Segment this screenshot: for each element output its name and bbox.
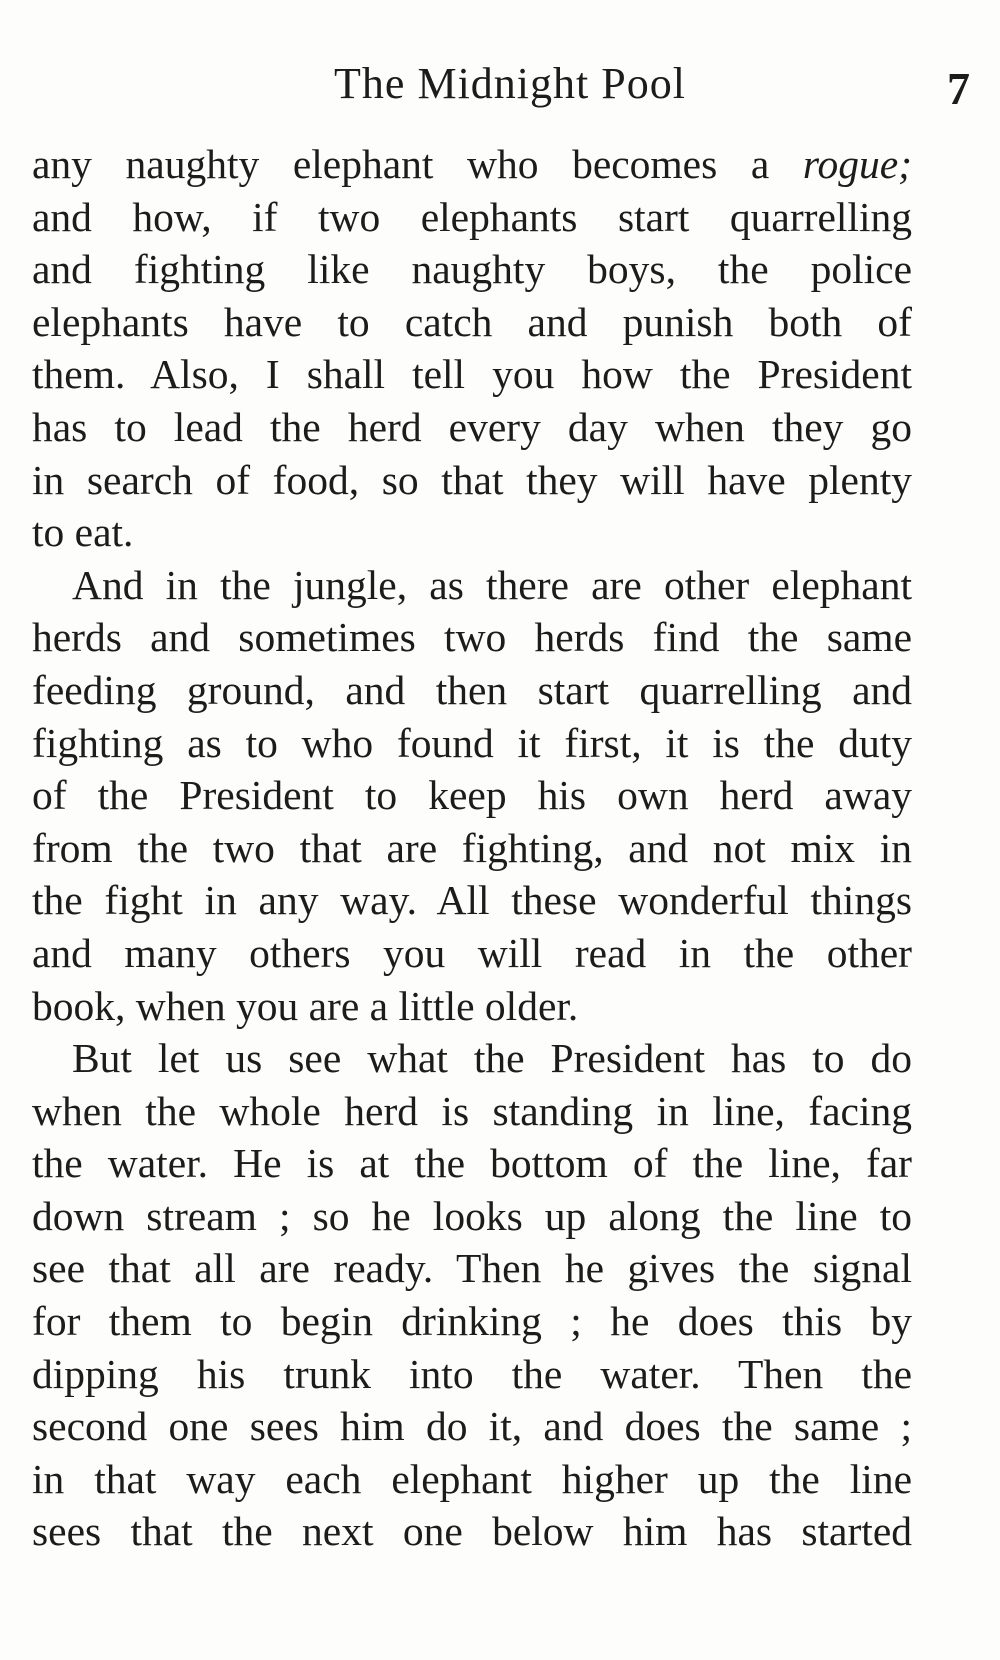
text-line: them. Also, I shall tell you how the President: [32, 351, 912, 398]
page-number: 7: [947, 63, 970, 114]
text-line: and fighting like naughty boys, the police: [32, 246, 912, 293]
text-line: feeding ground, and then start quarrelling and: [32, 666, 912, 713]
page-header: [30, 58, 980, 118]
text-run: any naughty elephant who becomes a: [32, 141, 803, 187]
text-line: sees that the next one below him has started: [32, 1508, 912, 1555]
text-line: see that all are ready. Then he gives the signal: [32, 1245, 912, 1292]
text-line: elephants have to catch and punish both of: [32, 298, 912, 345]
text-line: for them to begin drinking ; he does this by: [32, 1298, 912, 1345]
text-line: and how, if two elephants start quarrelling: [32, 193, 912, 240]
text-line: has to lead the herd every day when they go: [32, 403, 912, 450]
text-line: in search of food, so that they will have plenty: [32, 456, 912, 503]
text-line: to eat.: [32, 509, 134, 556]
body-text: [32, 138, 912, 1558]
italic-word: rogue;: [802, 141, 912, 187]
text-line: and many others you will read in the other: [32, 929, 912, 976]
running-title: The Midnight Pool: [334, 59, 686, 108]
text-line: book, when you are a little older.: [32, 982, 579, 1029]
text-line: in that way each elephant higher up the line: [32, 1455, 912, 1502]
text-line: fighting as to who found it first, it is the duty: [32, 719, 912, 766]
text-line: the water. He is at the bottom of the line, far: [32, 1140, 912, 1187]
text-line: when the whole herd is standing in line, facing: [32, 1087, 912, 1134]
text-line: the fight in any way. All these wonderful things: [32, 877, 912, 924]
text-line: herds and sometimes two herds find the same: [32, 614, 912, 661]
text-line: from the two that are fighting, and not mix in: [32, 824, 912, 871]
text-line: down stream ; so he looks up along the line to: [32, 1192, 912, 1239]
text-line: dipping his trunk into the water. Then the: [32, 1350, 912, 1397]
text-line: [32, 138, 912, 191]
text-line: of the President to keep his own herd away: [32, 772, 912, 819]
text-line: But let us see what the President has to do: [72, 1035, 912, 1082]
text-line: And in the jungle, as there are other elephant: [72, 561, 912, 608]
text-line: second one sees him do it, and does the same ;: [32, 1403, 912, 1450]
